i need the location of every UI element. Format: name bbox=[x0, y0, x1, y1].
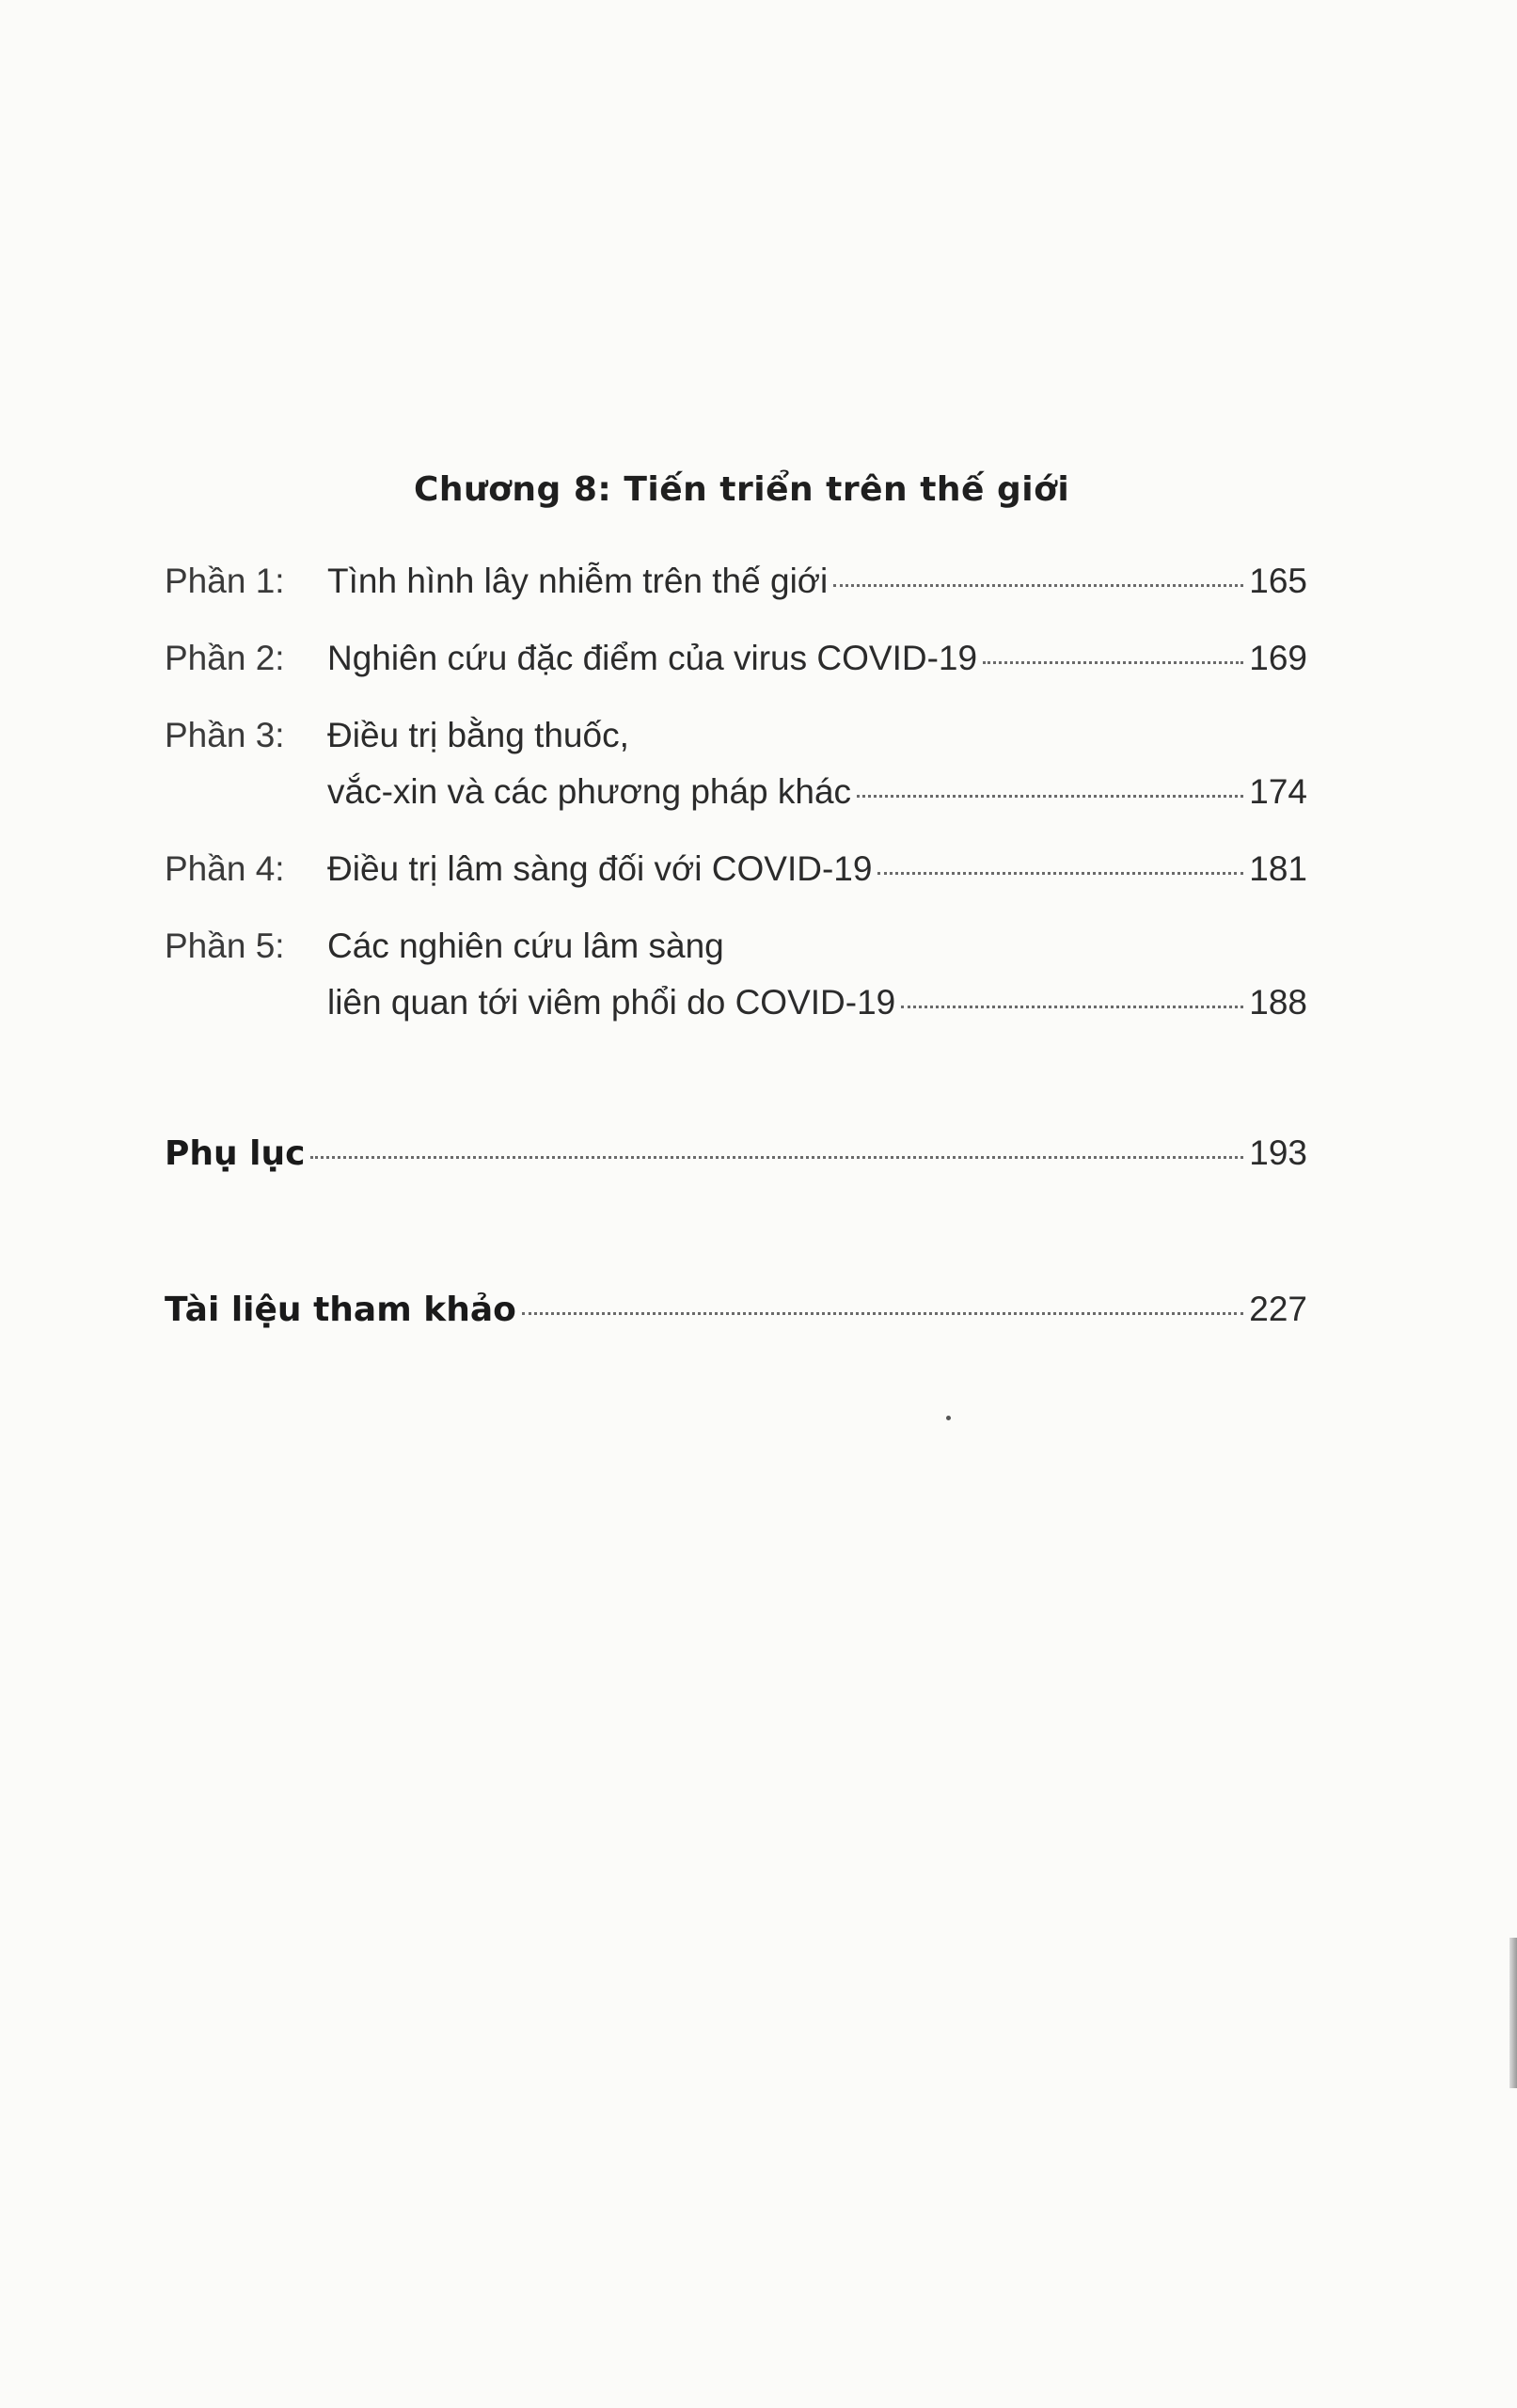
dot-leader bbox=[857, 766, 1243, 803]
toc-entry-appendix[interactable] bbox=[165, 1125, 1307, 1181]
entry-title: Điều trị lâm sàng đối với COVID-19 bbox=[327, 849, 873, 888]
page-number: 188 bbox=[1249, 983, 1307, 1022]
dot-leader bbox=[522, 1283, 1243, 1321]
part-label: Phần 5: bbox=[165, 927, 285, 965]
entry-title: liên quan tới viêm phổi do COVID-19 bbox=[327, 983, 896, 1022]
print-speck bbox=[946, 1416, 951, 1420]
entry-leader-line bbox=[165, 1125, 1307, 1181]
entry-title-block bbox=[327, 707, 1307, 820]
dot-leader bbox=[901, 976, 1243, 1014]
entry-leader-line bbox=[327, 630, 1307, 687]
entry-title: Nghiên cứu đặc điểm của virus COVID-19 bbox=[327, 639, 978, 677]
entry-leader-line bbox=[327, 553, 1307, 610]
chapter-title: Chương 8: Tiến triển trên thế giới bbox=[414, 470, 1070, 509]
dot-leader bbox=[877, 843, 1243, 880]
part-label: Phần 3: bbox=[165, 716, 285, 754]
page-number: 169 bbox=[1249, 639, 1307, 677]
entry-leader-line bbox=[327, 841, 1307, 897]
page-number: 181 bbox=[1249, 849, 1307, 888]
entry-leader-line bbox=[327, 764, 1307, 820]
dot-leader bbox=[310, 1127, 1243, 1164]
page-edge-shadow bbox=[1509, 1938, 1517, 2088]
part-label: Phần 1: bbox=[165, 562, 285, 600]
entry-title-first-line: Điều trị bằng thuốc, bbox=[327, 716, 629, 754]
entry-title-block bbox=[327, 841, 1307, 897]
page-number: 174 bbox=[1249, 772, 1307, 811]
appendix-title: Phụ lục bbox=[165, 1134, 306, 1173]
entry-title: vắc-xin và các phương pháp khác bbox=[327, 772, 852, 811]
entry-leader-line bbox=[327, 974, 1307, 1031]
references-title: Tài liệu tham khảo bbox=[165, 1291, 516, 1329]
part-label: Phần 2: bbox=[165, 639, 285, 677]
page-number: 193 bbox=[1249, 1133, 1307, 1172]
dot-leader bbox=[833, 555, 1243, 593]
entry-title-block bbox=[327, 918, 1307, 1031]
part-label: Phần 4: bbox=[165, 849, 285, 888]
entry-title-block bbox=[327, 630, 1307, 687]
page-number: 227 bbox=[1249, 1290, 1307, 1328]
entry-title: Tình hình lây nhiễm trên thế giới bbox=[327, 562, 829, 600]
page-number: 165 bbox=[1249, 562, 1307, 600]
entry-title-first-line: Các nghiên cứu lâm sàng bbox=[327, 927, 724, 965]
dot-leader bbox=[983, 632, 1243, 670]
entry-leader-line bbox=[165, 1281, 1307, 1338]
toc-entry-references[interactable] bbox=[165, 1281, 1307, 1338]
entry-title-block bbox=[327, 553, 1307, 610]
